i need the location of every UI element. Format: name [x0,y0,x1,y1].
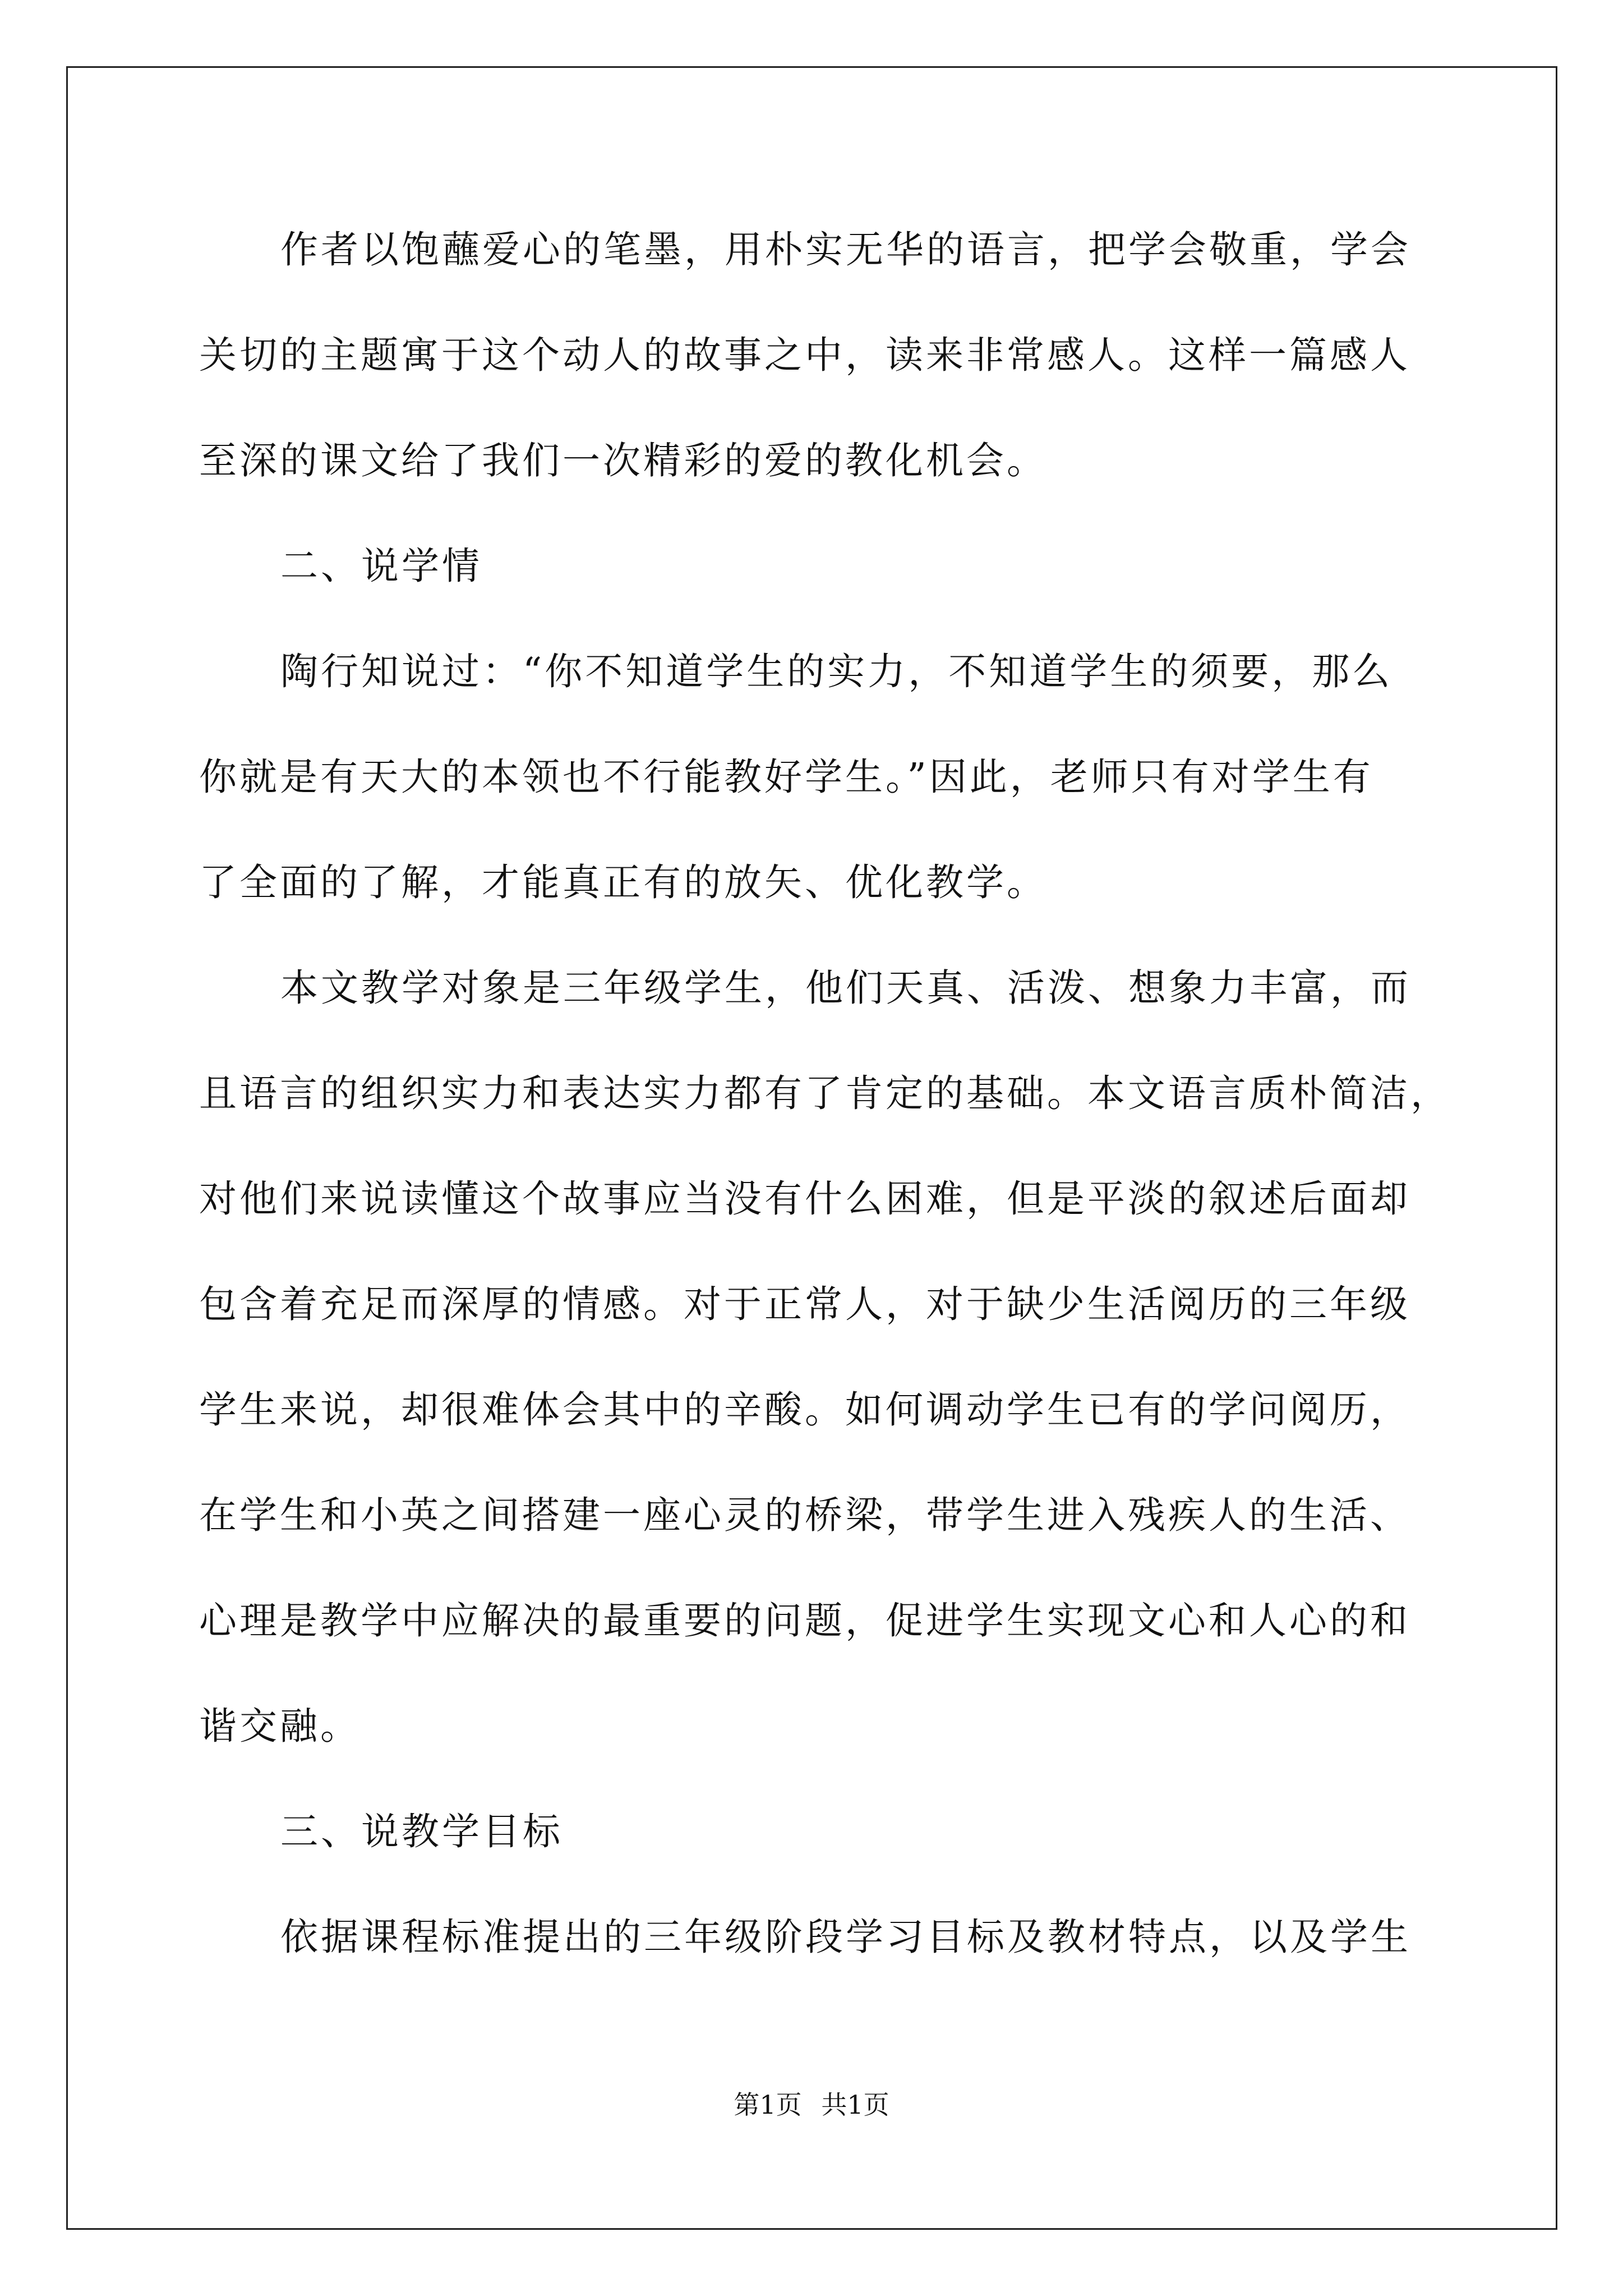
paragraph-line: 陶行知说过：“你不知道学生的实力，不知道学生的须要，那么 [280,650,1393,693]
paragraph-line: 学生来说，却很难体会其中的辛酸。如何调动学生已有的学问阅历， [199,1388,1410,1432]
section-heading: 二、说学情 [280,544,482,588]
paragraph-line: 作者以饱蘸爱心的笔墨，用朴实无华的语言，把学会敬重，学会 [280,228,1411,272]
section-heading: 三、说教学目标 [280,1810,563,1853]
paragraph-line: 关切的主题寓于这个动人的故事之中，读来非常感人。这样一篇感人 [199,333,1410,377]
page-number: 第1页 [734,2090,802,2120]
paragraph-line: 包含着充足而深厚的情感。对于正常人，对于缺少生活阅历的三年级 [199,1282,1410,1326]
paragraph-line: 你就是有天大的本领也不行能教好学生。”因此，老师只有对学生有 [199,755,1373,799]
page-footer [0,2085,1623,2122]
paragraph-line: 对他们来说读懂这个故事应当没有什么困难，但是平淡的叙述后面却 [199,1177,1410,1221]
paragraph-line: 至深的课文给了我们一次精彩的爱的教化机会。 [199,439,1047,482]
paragraph-line: 了全面的了解，才能真正有的放矢、优化教学。 [199,861,1047,904]
paragraph-line: 且语言的组织实力和表达实力都有了肯定的基础。本文语言质朴简洁， [199,1071,1451,1115]
paragraph-line: 本文教学对象是三年级学生，他们天真、活泼、想象力丰富，而 [280,966,1411,1010]
paragraph-line: 依据课程标准提出的三年级阶段学习目标及教材特点，以及学生 [280,1915,1411,1959]
paragraph-line: 在学生和小英之间搭建一座心灵的桥梁，带学生进入残疾人的生活、 [199,1493,1410,1537]
page-total: 共1页 [821,2090,889,2120]
paragraph-line: 心理是教学中应解决的最重要的问题，促进学生实现文心和人心的和 [199,1599,1410,1642]
paragraph-line: 谐交融。 [199,1704,361,1748]
